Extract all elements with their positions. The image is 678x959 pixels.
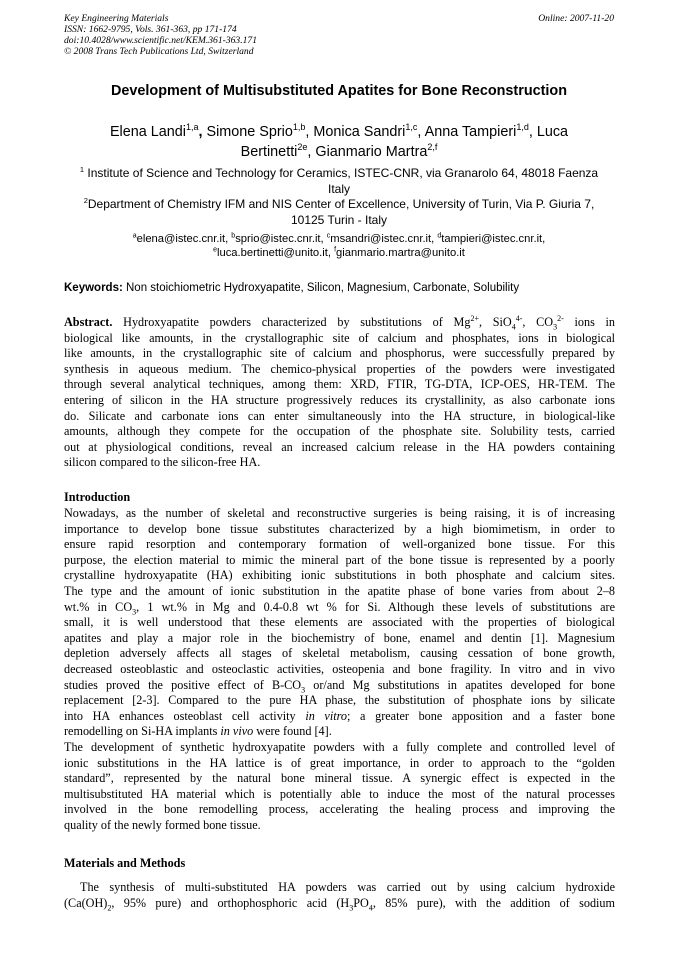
keywords xyxy=(64,281,624,296)
body-line: crystalline hydroxyapatite (HA) exhibiting ionic substitutions in both phosphate and calcium sites. xyxy=(64,568,615,583)
abstract-line: silicon compared to the silicon-free HA. xyxy=(64,455,261,470)
email-link[interactable]: msandri@istec.cnr.it, xyxy=(330,233,435,245)
keywords-label: Keywords: xyxy=(64,282,123,294)
introduction-body xyxy=(64,506,615,833)
affiliation-sup: 2 xyxy=(83,196,88,205)
body-line: decreased osteoblastic and osteoclastic activities, osteopenia and bone fragility. In vitro and in vivo xyxy=(64,661,615,676)
abstract-line: amounts, although they compete for the occupation of the phosphate site. Solubility tests, carried xyxy=(64,424,615,439)
author-name: Simone Sprio xyxy=(206,124,293,140)
body-line: ($Ca(OH)_2$, 95% pure) and orthophosphoric acid ($H_3PO_4$, 85% pure), with the addition of sodium xyxy=(64,895,615,913)
author-name: Anna Tampieri xyxy=(424,124,517,140)
abstract-line: synthesis in aqueous medium. The chemico-physical properties of the powders were investigated xyxy=(64,361,615,376)
body-line: into HA enhances osteoblast cell activity in vitro; a greater bone apposition and a faster bone xyxy=(64,708,616,723)
author-name: Gianmario Martra xyxy=(315,144,428,160)
author-affil-sup: 2e xyxy=(297,142,308,153)
email-link[interactable]: sprio@istec.cnr.it, xyxy=(235,233,324,245)
body-line: involved in the bone remodelling process, accelerating the healing process and improving the xyxy=(64,802,615,817)
paper-title: Development of Multisubstituted Apatites for Bone Reconstruction xyxy=(111,83,567,99)
body-line: multisubstituted HA material which is potentially able to induce the most of the natural processes xyxy=(64,786,615,801)
body-line: The type and the amount of ionic substitution in the apatite phase of bone varies from about 2–8 xyxy=(64,583,615,598)
body-line: The development of synthetic hydroxyapatite powders with a fully complete and controlled level of xyxy=(64,739,615,754)
affiliation-1 xyxy=(60,165,618,197)
abstract-line: entering of silicon in the HA structure progressively reduces its crystallinity, as also carbonate ions xyxy=(64,392,615,407)
body-line: importance to develop bone tissue substitutes characterized by a high biomimetism, in order to xyxy=(64,521,615,536)
author-affil-sup: 1,b xyxy=(292,122,306,133)
body-line: depletion adversely affects all stages of skeletal metabolism, causing cessation of bone growth, xyxy=(64,646,615,661)
body-line: ionic substitutions in the HA lattice is of great importance, in order to approach to the “golden xyxy=(64,755,615,770)
journal-header xyxy=(64,13,257,57)
abstract-line: through several analytical techniques, among them: XRD, FTIR, TG-DTA, ICP-OES, HR-TEM. The xyxy=(64,377,615,392)
body-line: purpose, the election material to mimic the mineral part of the bone tissue is represented by a poorly xyxy=(64,552,615,567)
journal-copyright: © 2008 Trans Tech Publications Ltd, Switzerland xyxy=(64,46,254,57)
abstract-line: out at physiological conditions, reveal an increased calcium release in the HA powders containing xyxy=(64,439,615,454)
affiliation-text: Institute of Science and Technology for Ceramics, ISTEC-CNR, via Granarolo 64, 48018 Faenza xyxy=(87,166,599,180)
keywords-text: Non stoichiometric Hydroxyapatite, Silicon, Magnesium, Carbonate, Solubility xyxy=(126,282,520,294)
author-affil-sup: 1,c xyxy=(405,122,418,133)
affiliation-text: Italy xyxy=(327,182,350,196)
author-line-2: Bertinetti$^{2e}$, Gianmario Martra$^{2,f}$ xyxy=(240,142,438,160)
journal-name: Key Engineering Materials xyxy=(64,13,169,24)
journal-doi: doi:10.4028/www.scientific.net/KEM.361-363.171 xyxy=(64,35,258,46)
author-affil-sup: 2,f xyxy=(427,142,438,153)
online-date xyxy=(538,13,614,24)
body-line: quality of the newly formed bone tissue. xyxy=(64,817,261,832)
author-name-last: Bertinetti xyxy=(240,144,298,160)
affiliation-sup: 1 xyxy=(79,165,85,174)
abstract-line: biological like amounts, in the crystallographic site of calcium and phosphates, ions in biological xyxy=(64,330,615,345)
body-line: small, it is well understood that these elements are associated with the properties of biological xyxy=(64,615,615,630)
abstract-line: like amounts, in the crystallographic site of calcium and phosphorus, were successfully prepared by xyxy=(64,346,615,361)
body-line: The synthesis of multi-substituted HA powders was carried out by using calcium hydroxide xyxy=(80,880,615,894)
author-list xyxy=(60,122,618,162)
author-name-first: Luca xyxy=(536,124,569,140)
abstract xyxy=(64,315,615,471)
body-line: replacement [2-3]. Compared to the pure HA phase, the substitution of phosphate ions by silicate xyxy=(64,693,615,708)
section-heading-introduction: Introduction xyxy=(64,490,131,504)
abstract-line: do. Silicate and carbonate ions can enter simultaneously into the HA structure, in biological-like xyxy=(64,408,615,423)
online-date-text: Online: 2007-11-20 xyxy=(538,13,614,24)
body-line: studies proved the positive effect of $B-CO_3$ or/and Mg substitutions in apatites developed for bone xyxy=(64,677,615,694)
affiliation-text: 10125 Turin - Italy xyxy=(290,213,388,227)
affiliation-text: Department of Chemistry IFM and NIS Center of Excellence, University of Turin, Via P. Giuria 7, xyxy=(87,197,595,211)
journal-issn: ISSN: 1662-9795, Vols. 361-363, pp 171-174 xyxy=(64,24,237,35)
body-line: Nowadays, as the number of skeletal and reconstructive surgeries is being raising, it is of increasing xyxy=(64,506,615,520)
author-affil-sup: 1,d xyxy=(516,122,529,133)
body-line: remodelling on Si-HA implants in vivo were found [4]. xyxy=(64,724,332,739)
body-line: wt.% in $CO_3$, 1 wt.% in Mg and 0.4-0.8 wt % for Si. Although these levels of substitutions are xyxy=(64,599,615,616)
affiliation-2 xyxy=(60,196,618,228)
email-list: $^a$elena@istec.cnr.it, $^b$sprio@istec.cnr.it, $^c$msandri@istec.cnr.it, $^d$tampieri@istec.cnr.it, $^e$luca.bertinetti@unito.it, $^f$gianmario.martra@unito.it xyxy=(132,232,546,259)
body-line: apatites and play a major role in the biochemistry of bone, enamel and dentin [1]. Magnesium xyxy=(64,630,615,645)
abstract-label: Abstract. xyxy=(64,315,113,329)
methods-body xyxy=(64,880,615,911)
body-line: ensure rapid resorption and contemporary formation of well-organized bone tissue. For this xyxy=(64,537,615,552)
author-name: Monica Sandri xyxy=(313,124,406,140)
email-link[interactable]: tampieri@istec.cnr.it, xyxy=(441,233,546,245)
author-affil-sup: 1,a xyxy=(185,122,199,133)
body-line: standard”, represented by the natural bone mineral tissue. A synergic effect is expected in the xyxy=(64,771,615,786)
author-name: Elena Landi xyxy=(109,124,186,140)
email-link[interactable]: elena@istec.cnr.it, xyxy=(136,233,229,245)
email-link[interactable]: gianmario.martra@unito.it xyxy=(336,247,465,259)
section-heading-materials-methods: Materials and Methods xyxy=(64,856,186,870)
email-link[interactable]: luca.bertinetti@unito.it, xyxy=(217,247,331,259)
author-line-1: Elena Landi$^{1,a}$, Simone Sprio$^{1,b}$, Monica Sandri$^{1,c}$, Anna Tampieri$^{1,d}$, Luca xyxy=(109,122,569,140)
abstract-line: Abstract. Hydroxyapatite powders characterized by substitutions of $Mg^{2+}$, SiO$_4^{4-}$, $CO_3^{2-}$ ions in xyxy=(64,313,616,332)
